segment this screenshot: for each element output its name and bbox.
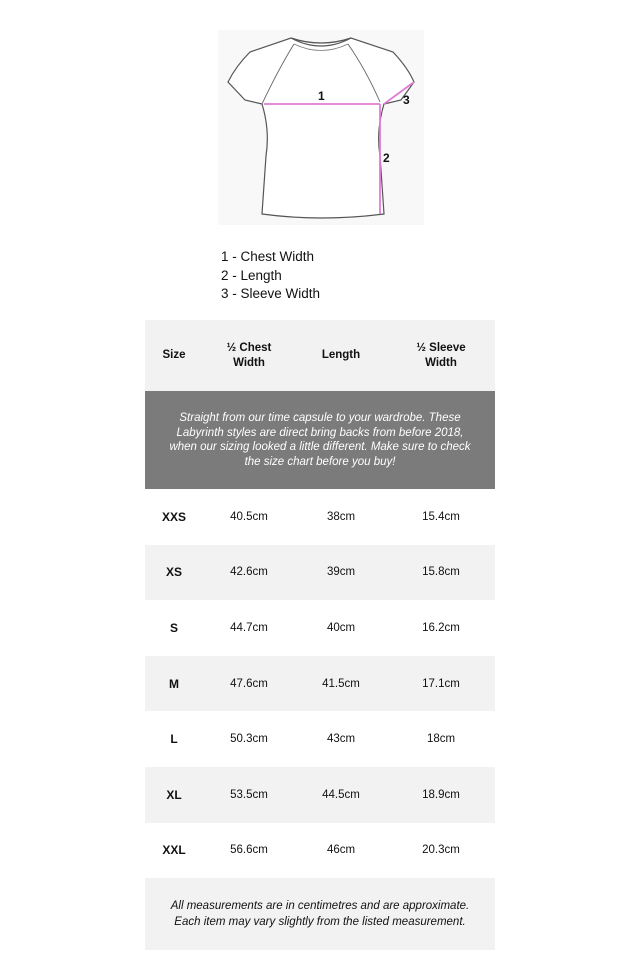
cell-size: XXL — [162, 843, 186, 858]
cell-size: XXS — [161, 509, 186, 524]
table-row — [145, 489, 495, 545]
label-3: 3 — [403, 93, 410, 107]
header-chest-text: ½ Chest Width — [226, 341, 272, 369]
cell-chest: 50.3cm — [230, 733, 268, 746]
header-chest — [203, 341, 295, 371]
cell-sleeve: 15.8cm — [422, 566, 460, 579]
cell-length: 38cm — [326, 510, 356, 523]
cell-chest: 42.6cm — [230, 566, 268, 579]
tshirt-outline-icon — [218, 30, 424, 225]
cell-sleeve: 17.1cm — [422, 677, 460, 690]
label-2: 2 — [383, 151, 390, 165]
table-row — [145, 656, 495, 712]
header-sleeve-text: ½ Sleeve Width — [416, 341, 466, 369]
cell-sleeve: 18cm — [426, 733, 456, 746]
table-row — [145, 767, 495, 823]
cell-chest: 53.5cm — [230, 788, 268, 801]
cell-length: 44.5cm — [322, 788, 360, 801]
legend-item-length: 2 - Length — [221, 267, 282, 283]
table-header — [145, 320, 495, 391]
table-row — [145, 600, 495, 656]
cell-chest: 44.7cm — [230, 621, 268, 634]
cell-sleeve: 15.4cm — [422, 510, 460, 523]
table-row — [145, 823, 495, 879]
cell-chest: 40.5cm — [230, 510, 268, 523]
cell-sleeve: 16.2cm — [422, 621, 460, 634]
table-row — [145, 711, 495, 767]
header-length: Length — [321, 349, 361, 361]
cell-size: M — [169, 676, 179, 691]
cell-chest: 56.6cm — [230, 844, 268, 857]
label-1: 1 — [318, 89, 325, 103]
cell-size: S — [169, 620, 178, 635]
header-sleeve — [387, 341, 495, 371]
cell-length: 46cm — [326, 844, 356, 857]
measurement-legend — [221, 248, 320, 304]
table-body — [145, 489, 495, 878]
cell-size: XS — [165, 565, 182, 580]
cell-length: 39cm — [326, 566, 356, 579]
size-chart-table — [145, 320, 495, 878]
cell-length: 43cm — [326, 733, 356, 746]
header-size: Size — [162, 349, 186, 361]
cell-size: L — [170, 732, 178, 747]
cell-size: XL — [166, 787, 182, 802]
tshirt-measurement-diagram — [218, 30, 424, 225]
legend-item-chest: 1 - Chest Width — [221, 249, 315, 264]
measurement-disclaimer: All measurements are in centimetres and are approximate. Each item may vary slightly from the listed measurement. — [145, 878, 495, 950]
cell-sleeve: 18.9cm — [422, 788, 460, 801]
cell-sleeve: 20.3cm — [422, 844, 460, 857]
sizing-notice: Straight from our time capsule to your wardrobe. These Labyrinth styles are direct bring backs from before 2018, when our sizing looked a little different. Make sure to check the size chart before you buy! — [145, 391, 495, 489]
cell-chest: 47.6cm — [230, 677, 268, 690]
table-row — [145, 545, 495, 601]
cell-length: 40cm — [326, 621, 356, 634]
legend-item-sleeve: 3 - Sleeve Width — [221, 286, 321, 301]
cell-length: 41.5cm — [322, 677, 360, 690]
